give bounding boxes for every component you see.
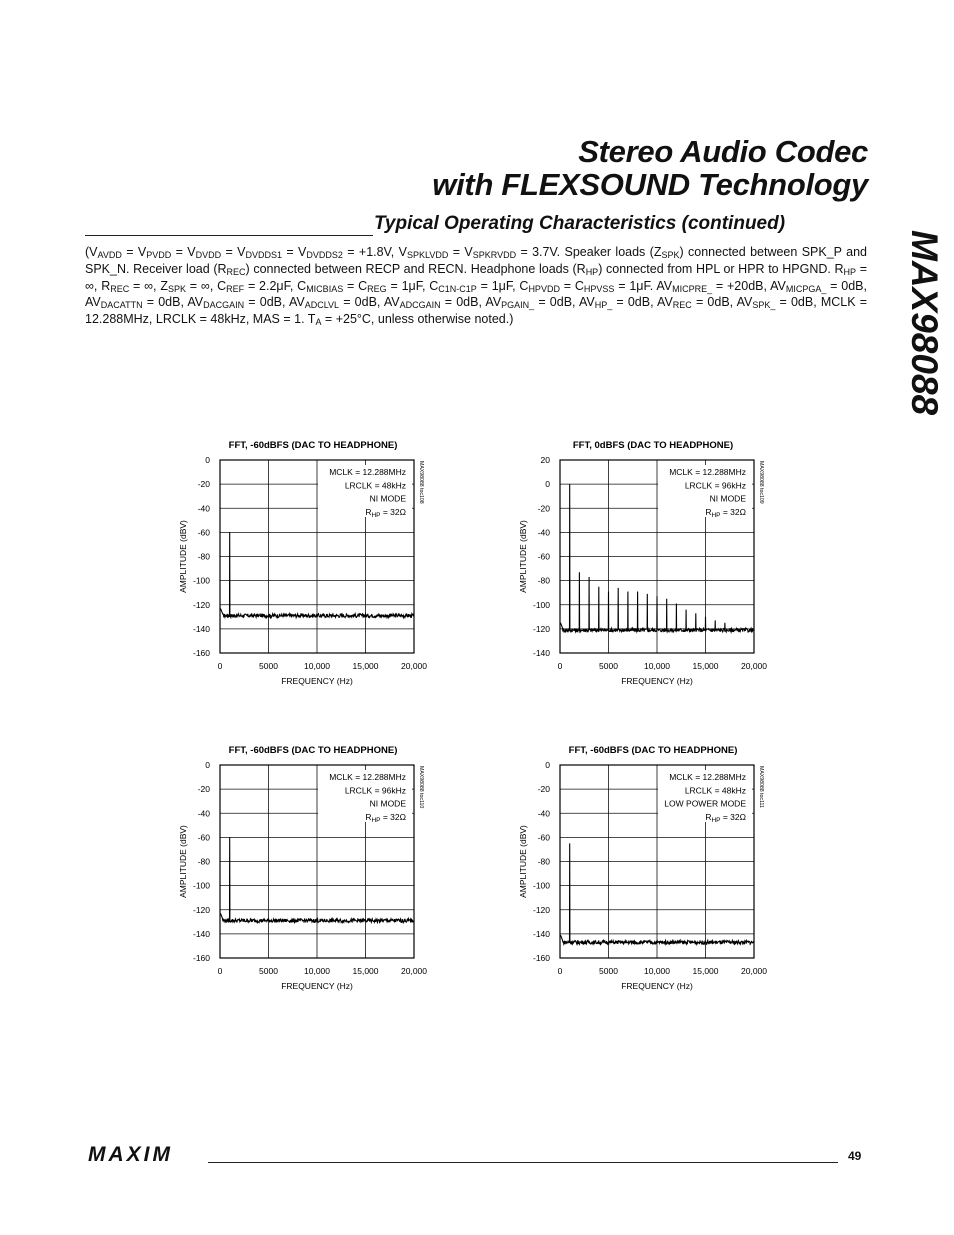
y-tick-label: -140	[192, 623, 210, 634]
footer-rule	[208, 1162, 838, 1163]
y-tick-label: -120	[532, 623, 550, 634]
x-tick-label: 0	[217, 661, 223, 671]
annotation-line: $R_{HP} = 32\Omega$	[365, 506, 406, 519]
annotation-line: MCLK = 12.288MHz	[669, 772, 746, 782]
chart-title: FFT, -60dBFS (DAC TO HEADPHONE)	[568, 745, 738, 756]
y-tick-label: -80	[537, 575, 550, 586]
annotation-line: LOW POWER MODE	[664, 798, 746, 809]
y-tick-label: -160	[192, 953, 210, 963]
x-tick-label: 15,000	[352, 661, 379, 671]
annotation-line: $R_{HP} = 32\Omega$	[705, 811, 746, 824]
y-tick-label: -80	[537, 856, 550, 867]
operating-conditions: ($V_{AVDD} = V_{PVDD} = V_{DVDD} = V_{DVDDS1} = V_{DVDDS2} = +1.8V$, $V_{SPKLVDD} = V_{SPKRVDD} = 3.7V$. Speaker loads $(Z_{SPK})$ connected between SPK_P and SPK_N. Receiver load $(R_{REC})$ connected between RECP and RECN. Headphone loads $(R_{HP})$ connected from HPL or HPR to HPGND. $R_{HP}$ = ∞, $R_{REC}$ = ∞, $Z_{SPK}$ = ∞, $C_{REF} = 2.2\mu F$, $C_{MICBIAS} = C_{REG} = 1\mu F$, $C_{C1N-C1P} = 1\mu F$, $C_{HPVDD} = C_{HPVSS} = 1\mu F$. $AV_{MICPRE\_} = +20dB$, $AV_{MICPGA\_} = 0dB$, $AV_{DACATTN} = 0dB$, $AV_{DACGAIN} = 0dB$, $AV_{ADCLVL} = 0dB$, $AV_{ADCGAIN} = 0dB$, $AV_{PGAIN\_} = 0dB$, $AV_{HP\_} = 0dB$, $AV_{REC} = 0dB$, $AV_{SPK\_} = 0dB$, MCLK = 12.288MHz, LRCLK = 48kHz, MAS = 1. $T_A = +25^\circ C$, unless otherwise noted.)	[85, 245, 868, 328]
y-tick-label: 0	[205, 455, 210, 465]
x-tick-label: 5000	[599, 661, 618, 671]
x-tick-label: 20,000	[741, 661, 767, 671]
y-tick-label: -40	[537, 527, 550, 538]
y-tick-label: -40	[197, 503, 210, 514]
y-tick-label: -100	[532, 880, 550, 891]
y-axis-label: AMPLITUDE (dBV)	[518, 520, 528, 593]
x-tick-label: 20,000	[741, 966, 767, 976]
annotation-line: LRCLK = 48kHz	[684, 785, 746, 796]
document-title-line1: Stereo Audio Codec	[578, 134, 868, 169]
annotation-line: LRCLK = 48kHz	[344, 480, 406, 491]
y-tick-label: -20	[197, 784, 210, 795]
x-tick-label: 20,000	[401, 661, 427, 671]
figure-code: MAX98088 toc108	[418, 461, 424, 504]
figure-code: MAX98088 toc109	[758, 461, 764, 504]
y-tick-label: -100	[532, 599, 550, 610]
x-tick-label: 10,000	[304, 661, 330, 671]
y-tick-label: -60	[197, 832, 210, 843]
annotation-line: NI MODE	[369, 493, 406, 504]
x-tick-label: 15,000	[352, 966, 379, 976]
chart-fft-1	[170, 432, 530, 697]
y-tick-label: -140	[192, 928, 210, 939]
y-tick-label: -140	[532, 648, 550, 658]
annotation-line: LRCLK = 96kHz	[684, 480, 746, 491]
annotation-line: $R_{HP} = 32\Omega$	[365, 811, 406, 824]
x-tick-label: 5000	[259, 661, 278, 671]
x-axis-label: FREQUENCY (Hz)	[281, 981, 353, 991]
maxim-logo	[88, 1144, 200, 1169]
y-tick-label: -120	[192, 904, 210, 915]
x-axis-label: FREQUENCY (Hz)	[621, 981, 693, 991]
annotation-line: $R_{HP} = 32\Omega$	[705, 506, 746, 519]
annotation-line: MCLK = 12.288MHz	[329, 772, 406, 782]
annotation-line: LRCLK = 96kHz	[344, 785, 406, 796]
y-tick-label: -40	[197, 808, 210, 819]
annotation-line: NI MODE	[709, 493, 746, 504]
x-tick-label: 10,000	[304, 966, 330, 976]
y-tick-label: 0	[545, 479, 550, 490]
page-number: 49	[848, 1149, 862, 1163]
x-tick-label: 0	[557, 661, 563, 671]
y-axis-label: AMPLITUDE (dBV)	[178, 825, 188, 898]
chart-title: FFT, -60dBFS (DAC TO HEADPHONE)	[228, 745, 398, 756]
annotation-line: NI MODE	[369, 798, 406, 809]
x-tick-label: 5000	[599, 966, 618, 976]
chart-fft-4	[510, 737, 870, 1002]
x-axis-label: FREQUENCY (Hz)	[281, 676, 353, 686]
y-tick-label: 20	[540, 455, 550, 465]
annotation-line: MCLK = 12.288MHz	[669, 467, 746, 477]
y-tick-label: -40	[537, 808, 550, 819]
x-tick-label: 15,000	[692, 966, 719, 976]
figure-code: MAX98088 toc110	[418, 766, 424, 809]
chart-title: FFT, 0dBFS (DAC TO HEADPHONE)	[572, 440, 734, 451]
y-axis-label: AMPLITUDE (dBV)	[518, 825, 528, 898]
y-tick-label: -20	[537, 784, 550, 795]
y-tick-label: -60	[537, 832, 550, 843]
y-tick-label: -160	[192, 648, 210, 658]
annotation-line: MCLK = 12.288MHz	[329, 467, 406, 477]
y-tick-label: -20	[537, 503, 550, 514]
y-tick-label: -60	[197, 527, 210, 538]
x-tick-label: 10,000	[644, 966, 670, 976]
figure-code: MAX98088 toc111	[758, 766, 764, 808]
y-tick-label: -60	[537, 551, 550, 562]
x-axis-label: FREQUENCY (Hz)	[621, 676, 693, 686]
x-tick-label: 20,000	[401, 966, 427, 976]
y-tick-label: -120	[532, 904, 550, 915]
y-tick-label: -80	[197, 856, 210, 867]
y-axis-label: AMPLITUDE (dBV)	[178, 520, 188, 593]
y-tick-label: -80	[197, 551, 210, 562]
x-tick-label: 5000	[259, 966, 278, 976]
y-tick-label: -120	[192, 599, 210, 610]
x-tick-label: 10,000	[644, 661, 670, 671]
section-rule	[85, 235, 373, 236]
chart-fft-3	[170, 737, 530, 1002]
x-tick-label: 0	[557, 966, 563, 976]
x-tick-label: 15,000	[692, 661, 719, 671]
y-tick-label: -100	[192, 575, 210, 586]
y-tick-label: 0	[205, 760, 210, 770]
x-tick-label: 0	[217, 966, 223, 976]
section-title: Typical Operating Characteristics (continued)	[374, 213, 786, 234]
y-tick-label: 0	[545, 760, 550, 770]
y-tick-label: -100	[192, 880, 210, 891]
y-tick-label: -160	[532, 953, 550, 963]
document-title-line2: with FLEXSOUND Technology	[432, 167, 868, 202]
y-tick-label: -20	[197, 479, 210, 490]
maxim-logo-text: MAXIM	[88, 1144, 173, 1164]
part-number-sidebar: MAX98088	[904, 230, 945, 416]
y-tick-label: -140	[532, 928, 550, 939]
chart-title: FFT, -60dBFS (DAC TO HEADPHONE)	[228, 440, 398, 451]
chart-fft-2	[510, 432, 870, 697]
